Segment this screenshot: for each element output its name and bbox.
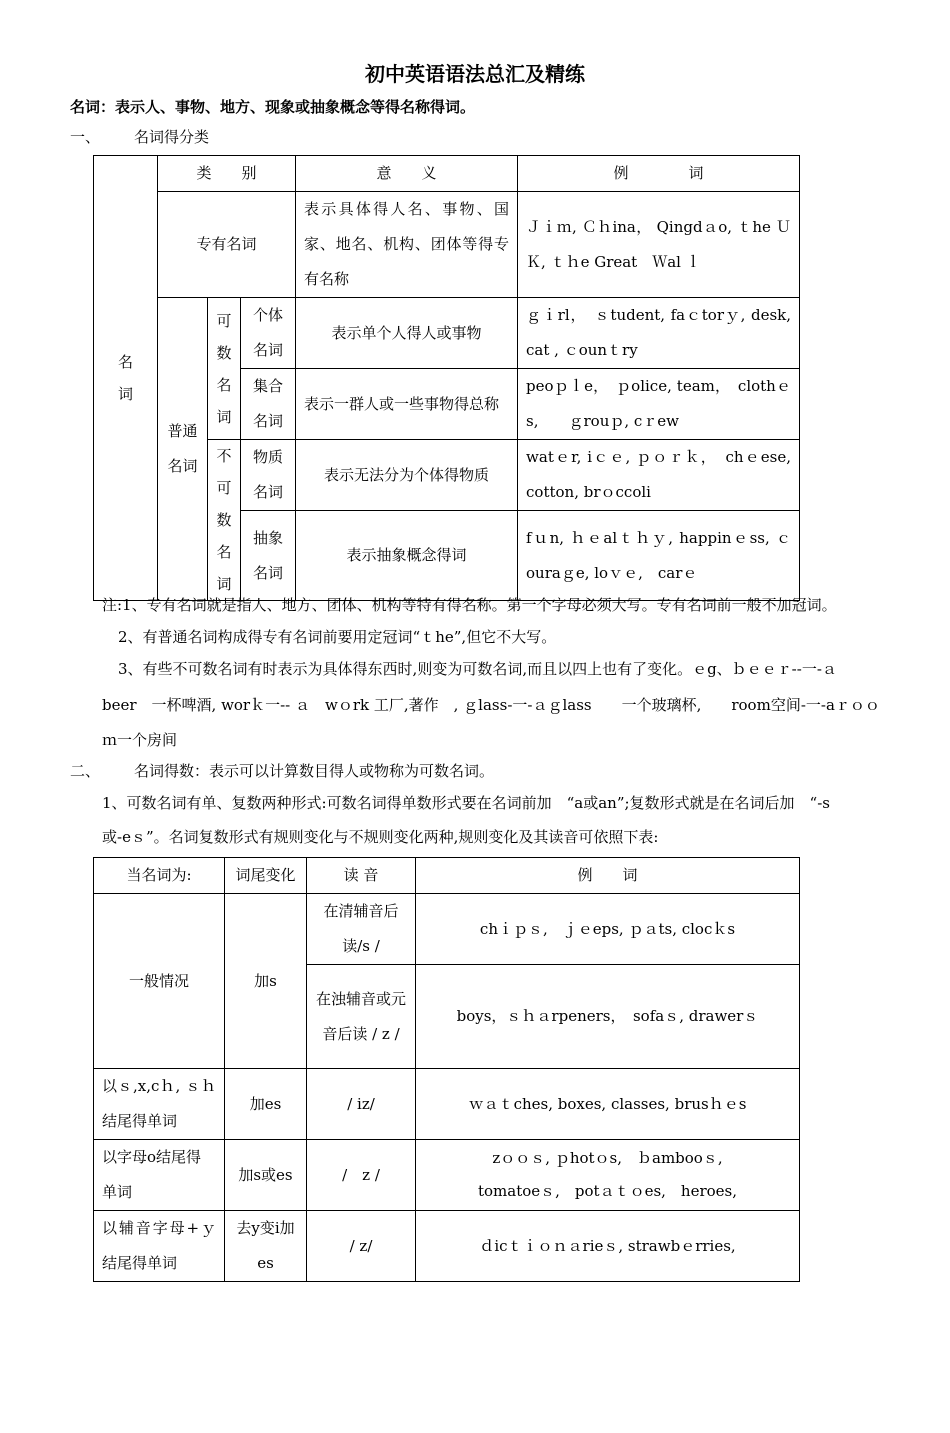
note-2: 2、有普通名词构成得专有名词前要用定冠词“ｔhe”,但它不大写。 — [118, 628, 557, 646]
header-example: 例 词 — [518, 156, 800, 192]
rule-4-examples-line-2: tomatoeｓ, potａｔｏes, heroes, — [477, 1182, 737, 1200]
plural-rules-table — [93, 857, 800, 1282]
header-examples: 例 词 — [416, 858, 800, 894]
collective-noun-example: peoｐｌe， ｐolice, team， clothｅs, ｇrouｐ, cｒew — [518, 369, 800, 440]
voiceless-sound: 在清辅音后读/s / — [307, 894, 416, 965]
rule-3-when: 以ｓ,x,cｈ, ｓｈ结尾得单词 — [94, 1069, 225, 1140]
note-1: 注:1、专有名词就是指人、地方、团体、机构等特有得名称。第一个字母必须大写。专有名词前一般不加冠词。 — [102, 596, 837, 614]
individual-noun-text: 个体 名词 — [253, 306, 284, 359]
abstract-noun-text: 抽象 名词 — [253, 528, 284, 582]
countable-label — [208, 298, 241, 440]
abstract-noun-example: fｕn, ｈｅalｔｈｙ, happinｅss, ｃouraｇe, loｖｅ, carｅ — [518, 511, 800, 601]
page-title: 初中英语语法总汇及精练 — [365, 62, 585, 86]
proper-noun-category: 专有名词 — [158, 192, 296, 298]
definition: 名词：表示人、事物、地方、现象或抽象概念等得名称得词。 — [70, 98, 476, 116]
collective-noun-category — [241, 369, 296, 440]
section-1-number: 一、 — [70, 128, 101, 146]
voiceless-examples: chｉｐｓ, ｊｅeps, ｐａts, clocｋs — [416, 894, 800, 965]
header-change: 词尾变化 — [225, 858, 307, 894]
rule-4-examples-line-1: zｏｏｓ, ｐhotｏs, ｂambooｓ, — [492, 1149, 723, 1167]
header-category: 类 别 — [158, 156, 296, 192]
noun-side-text: 名 词 — [117, 353, 133, 403]
header-meaning: 意 义 — [296, 156, 518, 192]
individual-noun-meaning: 表示单个人得人或事物 — [296, 298, 518, 369]
rule-4-sound: / z / — [307, 1140, 416, 1211]
abstract-noun-meaning: 表示抽象概念得词 — [296, 511, 518, 601]
rule-5-change: 去y变i加es — [225, 1211, 307, 1282]
noun-classification-table — [93, 155, 800, 601]
abstract-noun-category — [241, 511, 296, 601]
para-2-line-2: 或-eｓ”。名词复数形式有规则变化与不规则变化两种,规则变化及其读音可依照下表: — [102, 828, 659, 846]
section-2-number: 二、 — [70, 762, 101, 780]
rule-4-when: 以字母o结尾得单词 — [94, 1140, 225, 1211]
material-noun-example: watｅr, iｃｅ, ｐｏｒｋ， chｅese, cotton, brｏccoli — [518, 440, 800, 511]
collective-noun-text: 集合 名词 — [253, 377, 284, 430]
voiced-sound: 在浊辅音或元音后读 / z / — [307, 965, 416, 1069]
uncountable-text: 不 可 数 名 词 — [216, 447, 232, 593]
section-2-heading — [70, 754, 494, 789]
note-3-end: ｍ一个房间 — [102, 731, 178, 749]
para-2-line-1: 1、可数名词有单、复数两种形式:可数名词得单数形式要在名词前加 “a或an”;复数形式就是在名词后加 “-s — [102, 794, 830, 812]
noun-side-label — [94, 156, 158, 601]
header-sound: 读 音 — [307, 858, 416, 894]
collective-noun-meaning: 表示一群人或一些事物得总称 — [296, 369, 518, 440]
material-noun-category — [241, 440, 296, 511]
material-noun-meaning: 表示无法分为个体得物质 — [296, 440, 518, 511]
individual-noun-category — [241, 298, 296, 369]
section-1-heading — [70, 126, 209, 147]
rule-3-sound: / iz/ — [307, 1069, 416, 1140]
note-3-cont: beer 一杯啤酒, worｋ一-- ａ wｏrk 工厂,著作 , ｇlass-一-ａｇlass 一个玻璃杯, room空间-一-aｒｏｏ — [102, 696, 880, 714]
material-noun-text: 物质 名词 — [253, 448, 284, 501]
section-2-title: 名词得数：表示可以计算数目得人或物称为可数名词。 — [134, 762, 495, 780]
section-1-title: 名词得分类 — [134, 128, 210, 146]
common-noun-text: 普通 名词 — [167, 422, 198, 475]
individual-noun-example: ｇｉrl， ｓtudent, faｃtorｙ, desk, cat , ｃounｔry — [518, 298, 800, 369]
proper-noun-meaning: 表示具体得人名、事物、国家、地名、机构、团体等得专有名称 — [296, 192, 518, 298]
rule-5-sound: / z/ — [307, 1211, 416, 1282]
add-s: 加s — [225, 894, 307, 1069]
header-when: 当名词为: — [94, 858, 225, 894]
common-noun-category — [158, 298, 208, 601]
rule-4-change: 加s或es — [225, 1140, 307, 1211]
rule-5-when: 以辅音字母+ｙ结尾得单词 — [94, 1211, 225, 1282]
rule-3-change: 加es — [225, 1069, 307, 1140]
rule-4-examples — [416, 1140, 800, 1211]
uncountable-label — [208, 440, 241, 601]
countable-text: 可 数 名 词 — [216, 311, 232, 426]
note-3: 3、有些不可数名词有时表示为具体得东西时,则变为可数名词,而且以四上也有了变化。ｅg、ｂｅｅｒ--一-ａ — [118, 660, 837, 678]
general-case: 一般情况 — [94, 894, 225, 1069]
voiced-examples: boys，ｓｈａrpeners， sofaｓ, drawerｓ — [416, 965, 800, 1069]
rule-5-examples: ｄicｔｉｏｎａrieｓ, strawbｅrries, — [416, 1211, 800, 1282]
rule-3-examples: ｗａｔches, boxes, classes, brusｈｅs — [416, 1069, 800, 1140]
proper-noun-example: Ｊｉｍ, Ｃｈina， Qingdａo, ｔhe ＵＫ, ｔｈe Great Ｗal ｌ — [518, 192, 800, 298]
